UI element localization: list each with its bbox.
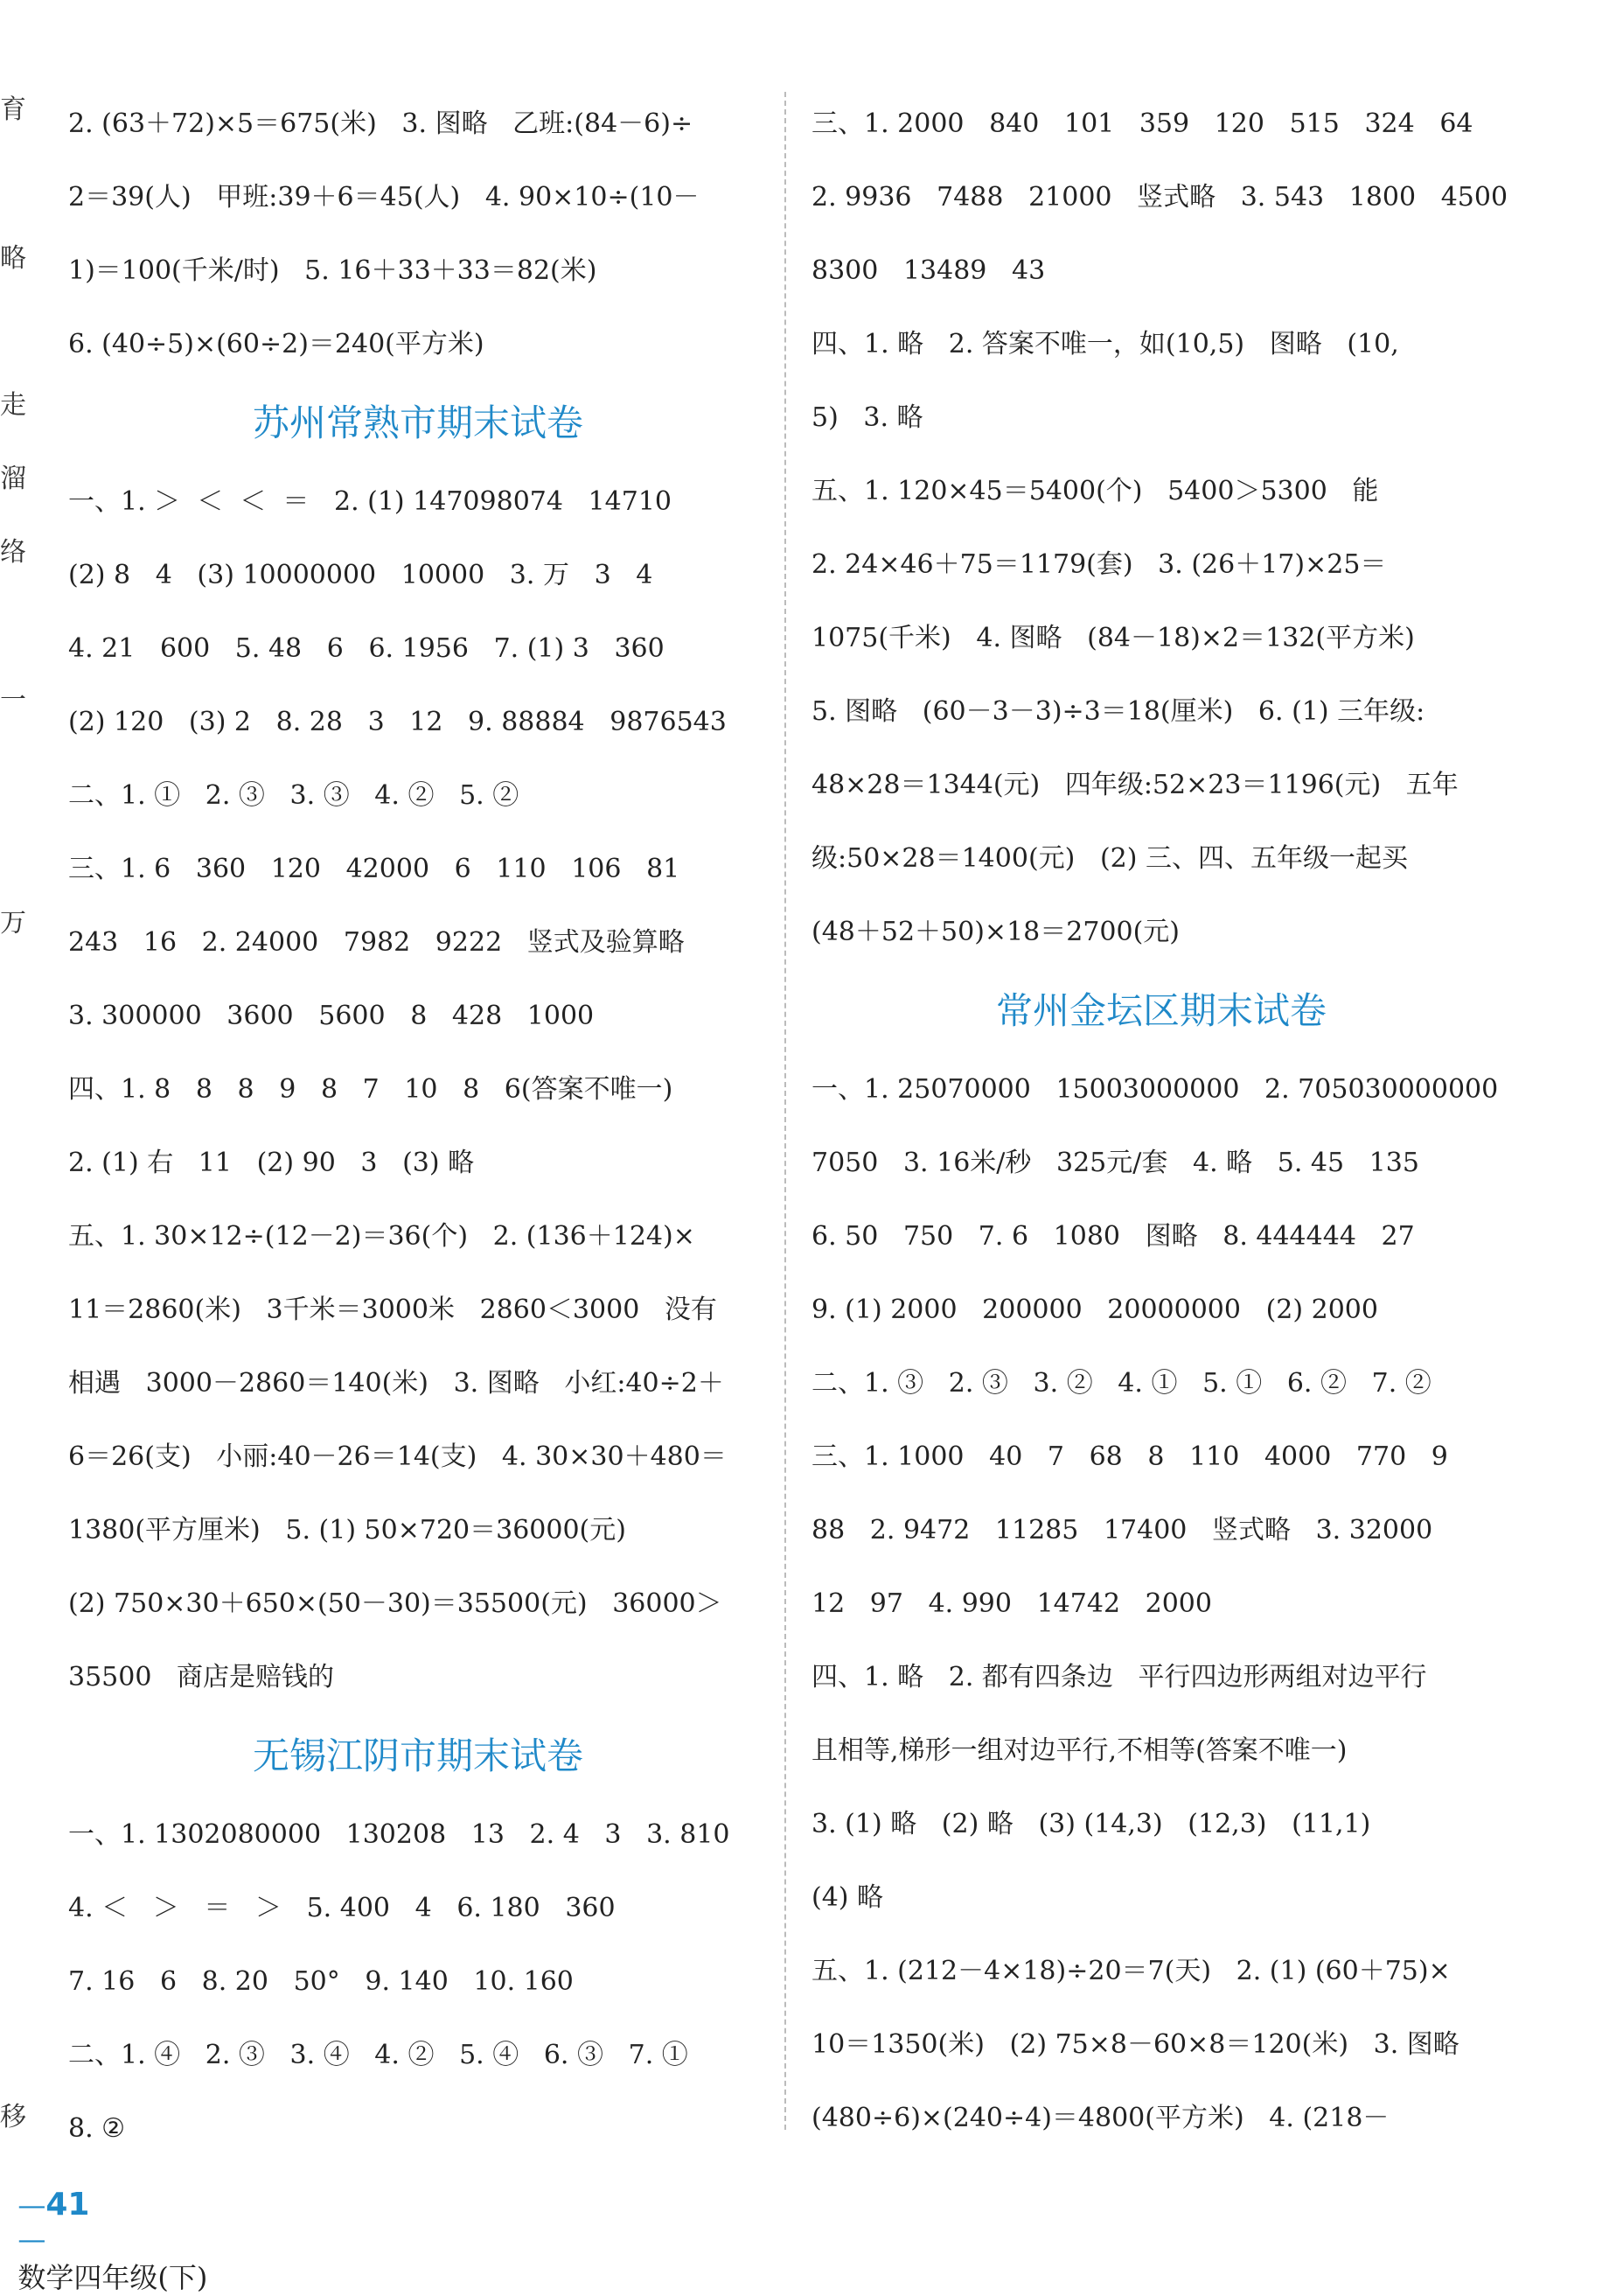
margin-char: 育 <box>0 94 26 125</box>
answer-line: 5) 3. 略 <box>811 402 923 433</box>
margin-char: 移 <box>0 2102 26 2132</box>
answer-line: 相遇 3000－2860＝140(米) 3. 图略 小红:40÷2＋ <box>68 1368 724 1399</box>
section-title: 无锡江阴市期末试卷 <box>252 1734 583 1777</box>
answer-line: 8. ② <box>68 2113 126 2144</box>
answer-line: 四、1. 略 2. 答案不唯一，如(10,5) 图略 (10, <box>811 329 1399 359</box>
answer-line: 8300 13489 43 <box>811 255 1046 286</box>
answer-line: 一、1. 1302080000 130208 13 2. 4 3 3. 810 <box>68 1819 730 1850</box>
answer-line: 11＝2860(米) 3千米＝3000米 2860＜3000 没有 <box>68 1295 717 1325</box>
answer-line: 五、1. 30×12÷(12－2)＝36(个) 2. (136＋124)× <box>68 1221 695 1252</box>
answer-line: 3. 300000 3600 5600 8 428 1000 <box>68 1001 595 1031</box>
answer-line: (48＋52＋50)×18＝2700(元) <box>811 917 1180 947</box>
answer-line: (4) 略 <box>811 1882 884 1913</box>
answer-line: 2. 24×46＋75＝1179(套) 3. (26＋17)×25＝ <box>811 549 1387 580</box>
answer-line: (2) 750×30＋650×(50－30)＝35500(元) 36000＞ <box>68 1588 722 1619</box>
answer-line: 三、1. 2000 840 101 359 120 515 324 64 <box>811 108 1473 139</box>
answer-line: 88 2. 9472 11285 17400 竖式略 3. 32000 <box>811 1515 1433 1546</box>
answer-line: 三、1. 1000 40 7 68 8 110 4000 770 9 <box>811 1441 1448 1472</box>
page-number: 41 <box>45 2187 90 2223</box>
answer-line: 一、1. ＞ ＜ ＜ ＝ 2. (1) 147098074 14710 <box>68 486 672 517</box>
answer-line: 2. (1) 右 11 (2) 90 3 (3) 略 <box>68 1148 475 1178</box>
answer-line: 五、1. (212－4×18)÷20＝7(天) 2. (1) (60＋75)× <box>811 1956 1451 1986</box>
margin-char: 络 <box>0 537 26 568</box>
right-answer-column <box>811 87 1511 2155</box>
answer-line: 级:50×28＝1400(元) (2) 三、四、五年级一起买 <box>811 843 1408 874</box>
answer-line: 五、1. 120×45＝5400(个) 5400＞5300 能 <box>811 476 1379 506</box>
answer-line: 三、1. 6 360 120 42000 6 110 106 81 <box>68 854 680 884</box>
answer-line: 243 16 2. 24000 7982 9222 竖式及验算略 <box>68 927 685 958</box>
answer-line: 4. 21 600 5. 48 6 6. 1956 7. (1) 3 360 <box>68 633 665 664</box>
answer-line: 2＝39(人) 甲班:39＋6＝45(人) 4. 90×10÷(10－ <box>68 182 700 213</box>
page-footer <box>0 2153 207 2296</box>
answer-line: 一、1. 25070000 15003000000 2. 705030000000 <box>811 1074 1499 1105</box>
answer-line: 1380(平方厘米) 5. (1) 50×720＝36000(元) <box>68 1515 626 1546</box>
answer-line: 二、1. ④ 2. ③ 3. ④ 4. ② 5. ④ 6. ③ 7. ① <box>68 2040 688 2070</box>
answer-line: 7. 16 6 8. 20 50° 9. 140 10. 160 <box>68 1966 574 1997</box>
margin-char: 万 <box>0 908 26 939</box>
answer-line: 7050 3. 16米/秒 325元/套 4. 略 5. 45 135 <box>811 1148 1419 1178</box>
answer-line: 四、1. 略 2. 都有四条边 平行四边形两组对边平行 <box>811 1662 1427 1692</box>
answer-line: 12 97 4. 990 14742 2000 <box>811 1588 1212 1619</box>
left-answer-column <box>68 87 768 2166</box>
answer-line: 1)＝100(千米/时) 5. 16＋33＋33＝82(米) <box>68 255 597 286</box>
answer-line: 48×28＝1344(元) 四年级:52×23＝1196(元) 五年 <box>811 770 1459 800</box>
answer-line: 6. (40÷5)×(60÷2)＝240(平方米) <box>68 329 484 359</box>
book-title: 数学四年级(下) <box>17 2261 208 2294</box>
answer-line: 1075(千米) 4. 图略 (84－18)×2＝132(平方米) <box>811 623 1415 653</box>
section-title: 苏州常熟市期末试卷 <box>252 401 583 444</box>
answer-line: (2) 8 4 (3) 10000000 10000 3. 万 3 4 <box>68 560 653 590</box>
margin-char: 走 <box>0 390 26 421</box>
answer-line: (480÷6)×(240÷4)＝4800(平方米) 4. (218－ <box>811 2103 1390 2133</box>
answer-line: 4. ＜ ＞ ＝ ＞ 5. 400 4 6. 180 360 <box>68 1893 616 1923</box>
section-title: 常州金坛区期末试卷 <box>995 989 1327 1032</box>
footer-dash: — <box>17 2223 46 2256</box>
answer-line: 2. 9936 7488 21000 竖式略 3. 543 1800 4500 <box>811 182 1508 213</box>
answer-line: 6＝26(支) 小丽:40－26＝14(支) 4. 30×30＋480＝ <box>68 1441 727 1472</box>
answer-line: 3. (1) 略 (2) 略 (3) (14,3) (12,3) (11,1) <box>811 1809 1371 1839</box>
margin-char: 一 <box>0 685 26 715</box>
margin-char: 略 <box>0 243 26 274</box>
column-divider <box>784 92 786 2130</box>
answer-line: 二、1. ③ 2. ③ 3. ② 4. ① 5. ① 6. ② 7. ② <box>811 1368 1431 1399</box>
answer-line: 5. 图略 (60－3－3)÷3＝18(厘米) 6. (1) 三年级: <box>811 696 1425 727</box>
answer-line: 6. 50 750 7. 6 1080 图略 8. 444444 27 <box>811 1221 1415 1252</box>
answer-line: (2) 120 (3) 2 8. 28 3 12 9. 88884 9876543 <box>68 707 727 737</box>
answer-line: 10＝1350(米) (2) 75×8－60×8＝120(米) 3. 图略 <box>811 2029 1459 2060</box>
footer-dash: — <box>17 2188 46 2222</box>
answer-line: 2. (63＋72)×5＝675(米) 3. 图略 乙班:(84－6)÷ <box>68 108 693 139</box>
answer-line: 35500 商店是赔钱的 <box>68 1662 335 1692</box>
answer-line: 且相等,梯形一组对边平行,不相等(答案不唯一) <box>811 1735 1348 1766</box>
answer-line: 二、1. ① 2. ③ 3. ③ 4. ② 5. ② <box>68 780 519 811</box>
answer-line: 9. (1) 2000 200000 20000000 (2) 2000 <box>811 1295 1378 1325</box>
margin-char: 溜 <box>0 464 26 494</box>
answer-line: 四、1. 8 8 8 9 8 7 10 8 6(答案不唯一) <box>68 1074 673 1105</box>
